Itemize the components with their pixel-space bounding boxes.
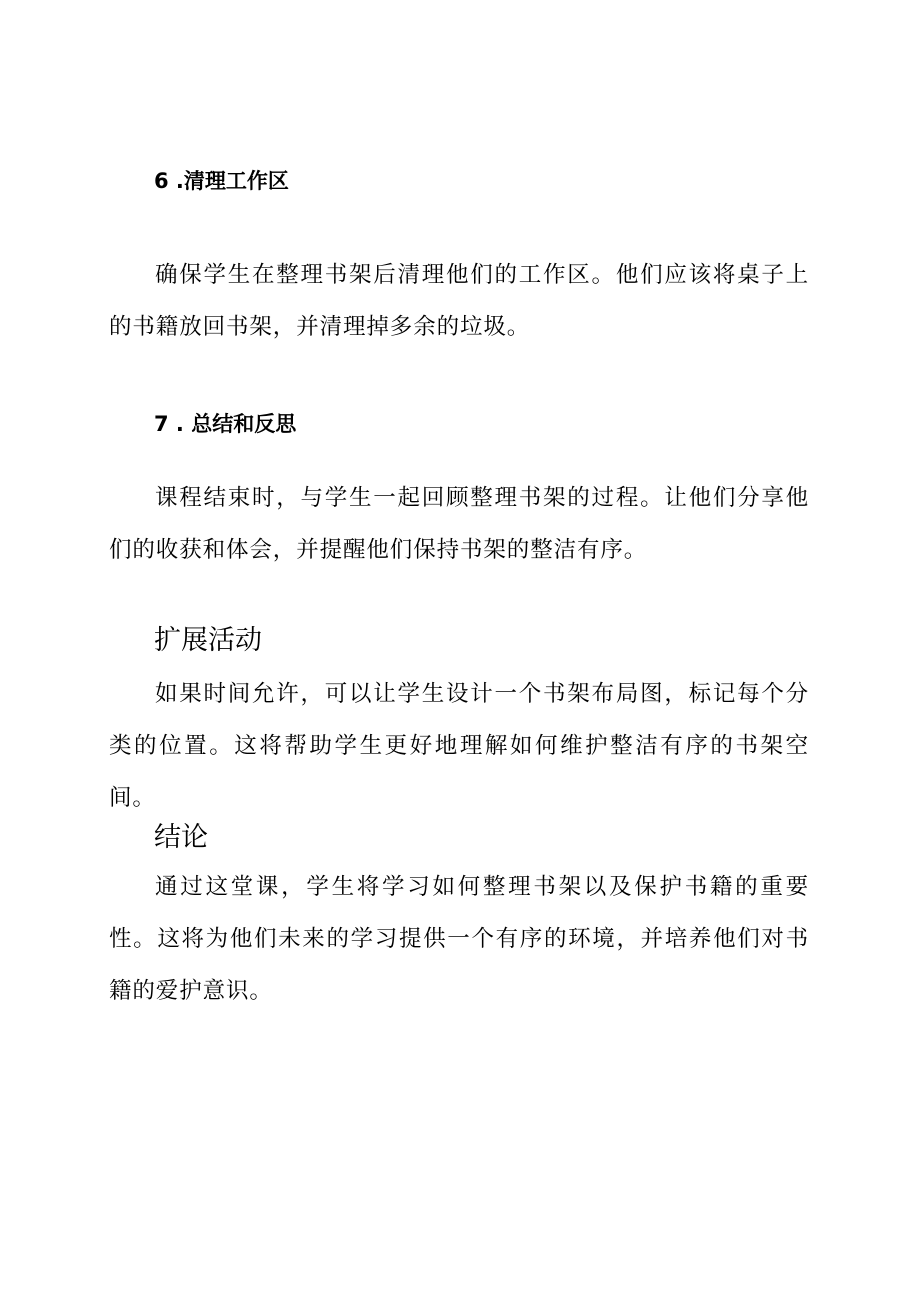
step-7-heading: 7 . 总结和反思 [154,412,297,436]
step-6-heading: 6 .清理工作区 [154,169,289,193]
step-7-paragraph: 课程结束时，与学生一起回顾整理书架的过程。让他们分享他们的收获和体会，并提醒他们保持书架的整洁有序。 [109,485,809,563]
conclusion-heading: 结论 [154,822,208,853]
extension-activity-paragraph: 如果时间允许，可以让学生设计一个书架布局图，标记每个分类的位置。这将帮助学生更好地理解如何维护整洁有序的书架空间。 [109,681,809,811]
step-6-paragraph: 确保学生在整理书架后清理他们的工作区。他们应该将桌子上的书籍放回书架，并清理掉多余的垃圾。 [109,262,809,340]
extension-activity-heading: 扩展活动 [154,625,262,656]
conclusion-paragraph: 通过这堂课，学生将学习如何整理书架以及保护书籍的重要性。这将为他们未来的学习提供一个有序的环境，并培养他们对书籍的爱护意识。 [109,874,809,1004]
